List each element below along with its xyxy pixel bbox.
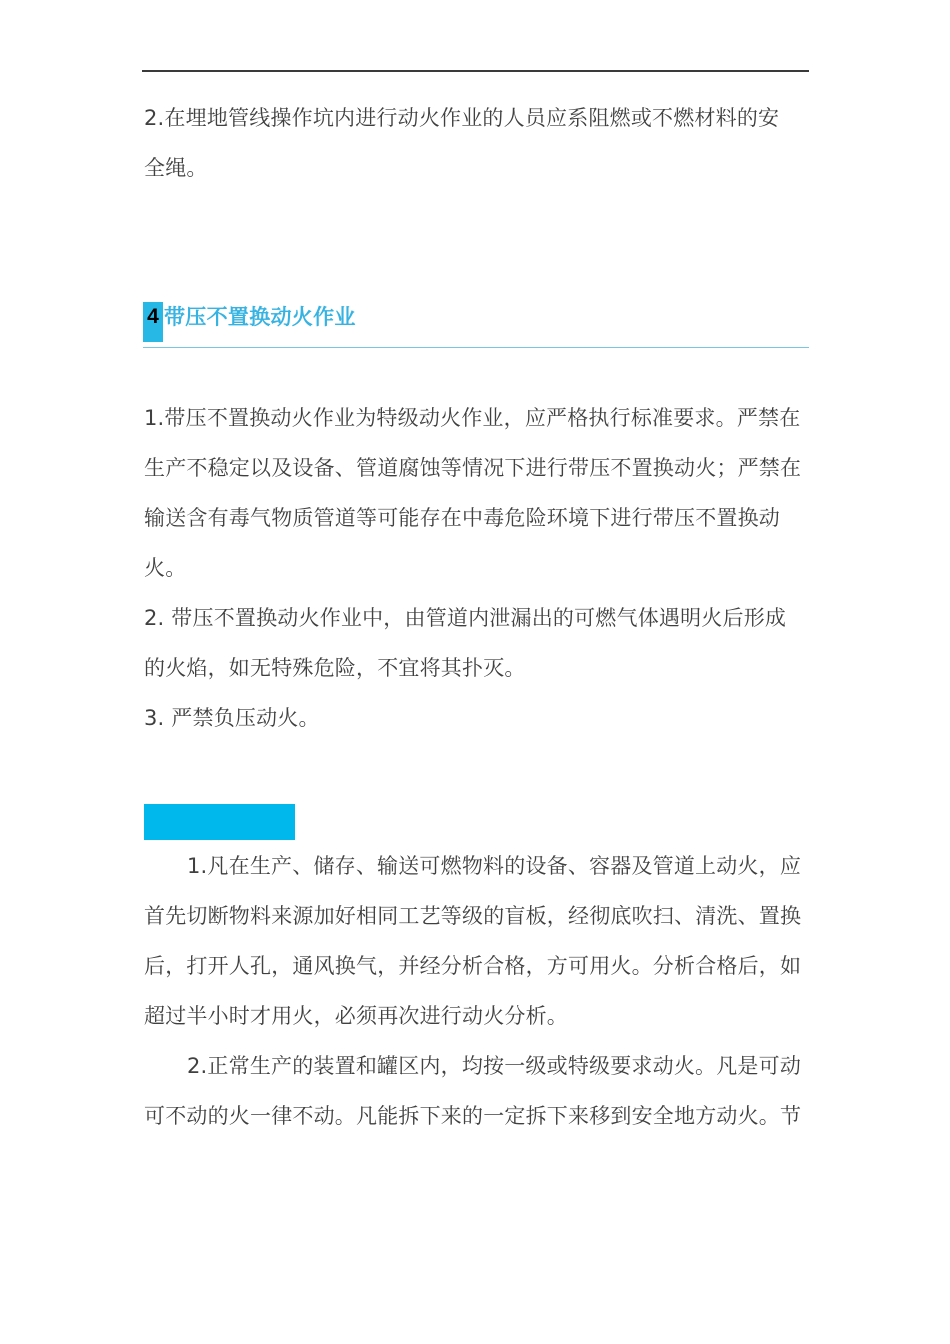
paragraph-safety-rope: 2.在埋地管线操作坑内进行动火作业的人员应系阻燃或不燃材料的安 全绳。 [144,106,780,180]
paragraph-negative-pressure: 3. 严禁负压动火。 [144,706,320,730]
paragraph-special-level-hot-work: 1.带压不置换动火作业为特级动火作业，应严格执行标准要求。严禁在 生产不稳定以及设备、管道腐蚀等情况下进行带压不置换动火；严禁在 输送含有毒气物质管道等可能存在中毒危险环境下进行带压不置换动 火。 [144,406,802,580]
section-heading-pressurized-hot-work [143,302,809,348]
top-divider [142,70,809,72]
section-number-badge: 4 [143,302,163,342]
paragraph-leak-flame: 2. 带压不置换动火作业中，由管道内泄漏出的可燃气体遇明火后形成 的火焰，如无特殊危险，不宜将其扑灭。 [144,606,787,680]
section-title: 带压不置换动火作业 [164,305,356,329]
section-heading-bar [144,804,295,840]
paragraph-cut-off-material: 1.凡在生产、储存、输送可燃物料的设备、容器及管道上动火，应 首先切断物料来源加好相同工艺等级的盲板，经彻底吹扫、清洗、置换 后，打开人孔，通风换气，并经分析合格，方可用火。分析合格后，如 超过半小时才用火，必须再次进行动火分析。 [144,854,802,1028]
paragraph-normal-production: 2.正常生产的装置和罐区内，均按一级或特级要求动火。凡是可动 可不动的火一律不动。凡能拆下来的一定拆下来移到安全地方动火。节 [144,1054,802,1128]
